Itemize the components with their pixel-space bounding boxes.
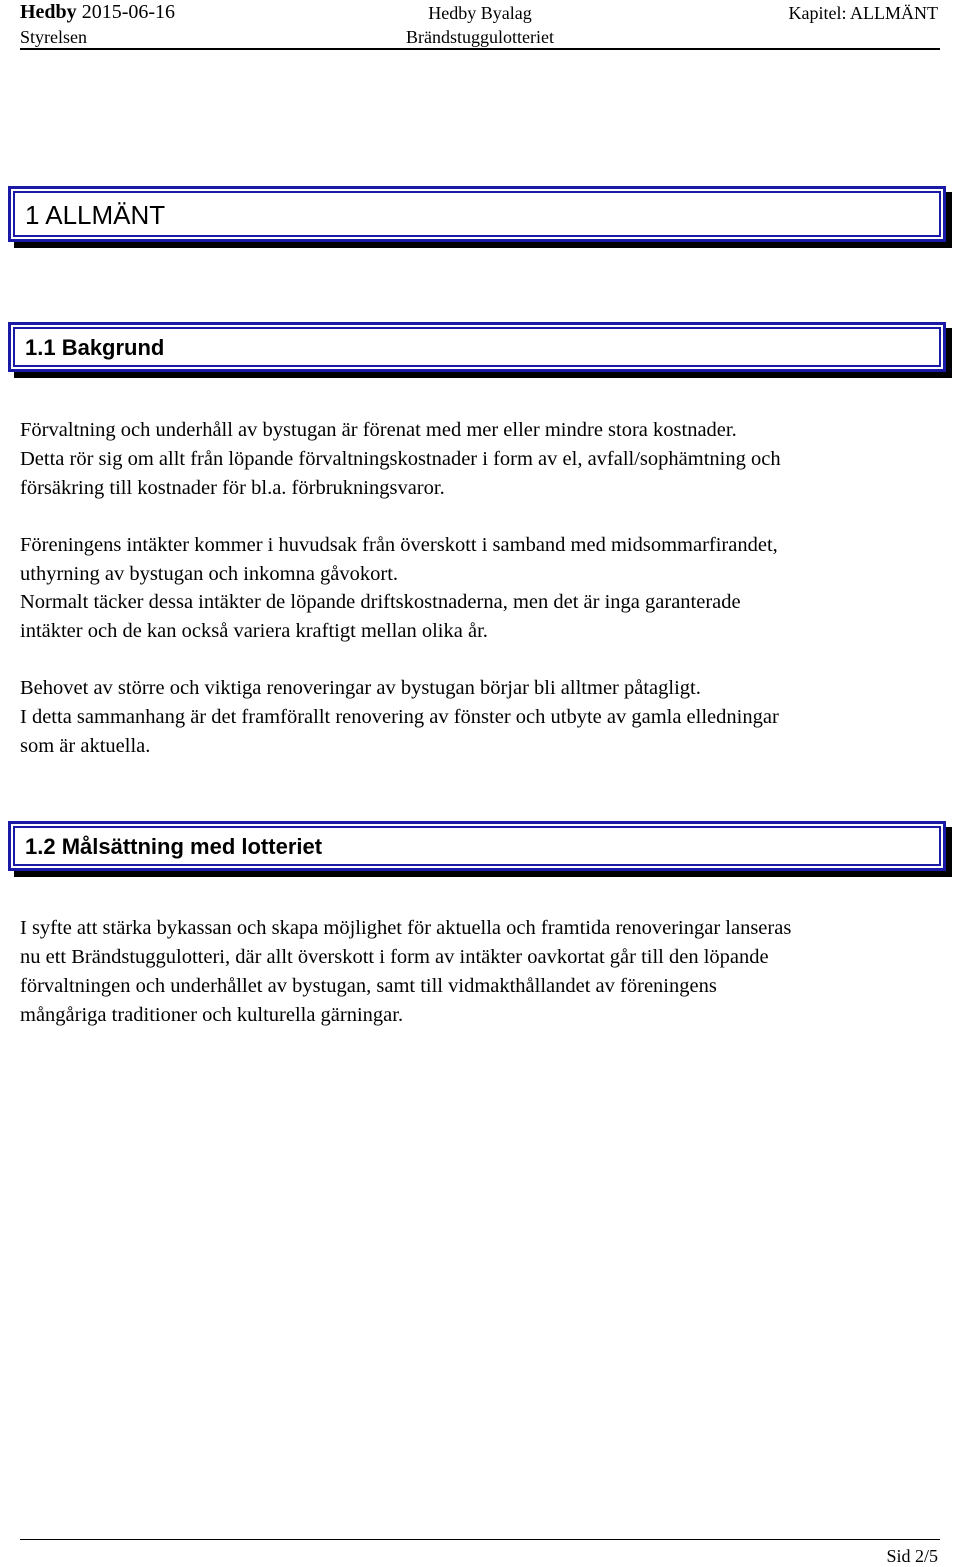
- header-chapter: Kapitel: ALLMÄNT: [788, 3, 938, 23]
- header-document: Brändstuggulotteriet: [406, 27, 554, 47]
- paragraph-line: Föreningens intäkter kommer i huvudsak från överskott i samband med midsommarfirandet,: [20, 534, 778, 556]
- heading-malsattning: [8, 821, 946, 871]
- paragraph-line: förvaltningen och underhållet av bystugan, samt till vidmakthållandet av föreningens: [20, 975, 717, 997]
- header-divider: [20, 48, 940, 50]
- paragraph-costs: [20, 416, 940, 503]
- heading-malsattning-text: 1.2 Målsättning med lotteriet: [13, 826, 941, 866]
- paragraph-line: Normalt täcker dessa intäkter de löpande driftskostnaderna, men det är inga garanterade: [20, 591, 741, 613]
- paragraph-line: mångåriga traditioner och kulturella gärningar.: [20, 1004, 404, 1026]
- paragraph-line: som är aktuella.: [20, 735, 151, 757]
- paragraph-lottery: [20, 914, 940, 1030]
- heading-allmant-text: 1 ALLMÄNT: [13, 191, 941, 237]
- heading-allmant: [8, 186, 946, 242]
- header-org-full: Hedby Byalag: [428, 3, 532, 23]
- paragraph-line: I syfte att stärka bykassan och skapa möjlighet för aktuella och framtida renoveringar lanseras: [20, 917, 792, 939]
- heading-bakgrund-text: 1.1 Bakgrund: [13, 327, 941, 367]
- heading-bakgrund: [8, 322, 946, 372]
- paragraph-line: Behovet av större och viktiga renoveringar av bystugan börjar bli alltmer påtagligt.: [20, 677, 701, 699]
- paragraph-line: I detta sammanhang är det framförallt renovering av fönster och utbyte av gamla elledningar: [20, 706, 779, 728]
- paragraph-line: försäkring till kostnader för bl.a. förbrukningsvaror.: [20, 477, 445, 499]
- paragraph-line: intäkter och de kan också variera kraftigt mellan olika år.: [20, 620, 488, 642]
- paragraph-line: Detta rör sig om allt från löpande förvaltningskostnader i form av el, avfall/sophämtning och: [20, 448, 781, 470]
- paragraph-line: Förvaltning och underhåll av bystugan är förenat med mer eller mindre stora kostnader.: [20, 419, 737, 441]
- paragraph-line: nu ett Brändstuggulotteri, där allt överskott i form av intäkter oavkortat går till den löpande: [20, 946, 769, 968]
- footer-divider: [20, 1539, 940, 1540]
- header-department: Styrelsen: [20, 27, 87, 47]
- paragraph-income: [20, 531, 940, 589]
- header-date: 2015-06-16: [81, 1, 176, 23]
- header-org-short: Hedby: [20, 1, 77, 23]
- paragraph-line: uthyrning av bystugan och inkomna gåvokort.: [20, 563, 399, 585]
- footer-page-number: Sid 2/5: [886, 1546, 938, 1566]
- paragraph-renovations: [20, 674, 940, 761]
- paragraph-coverage: [20, 588, 940, 646]
